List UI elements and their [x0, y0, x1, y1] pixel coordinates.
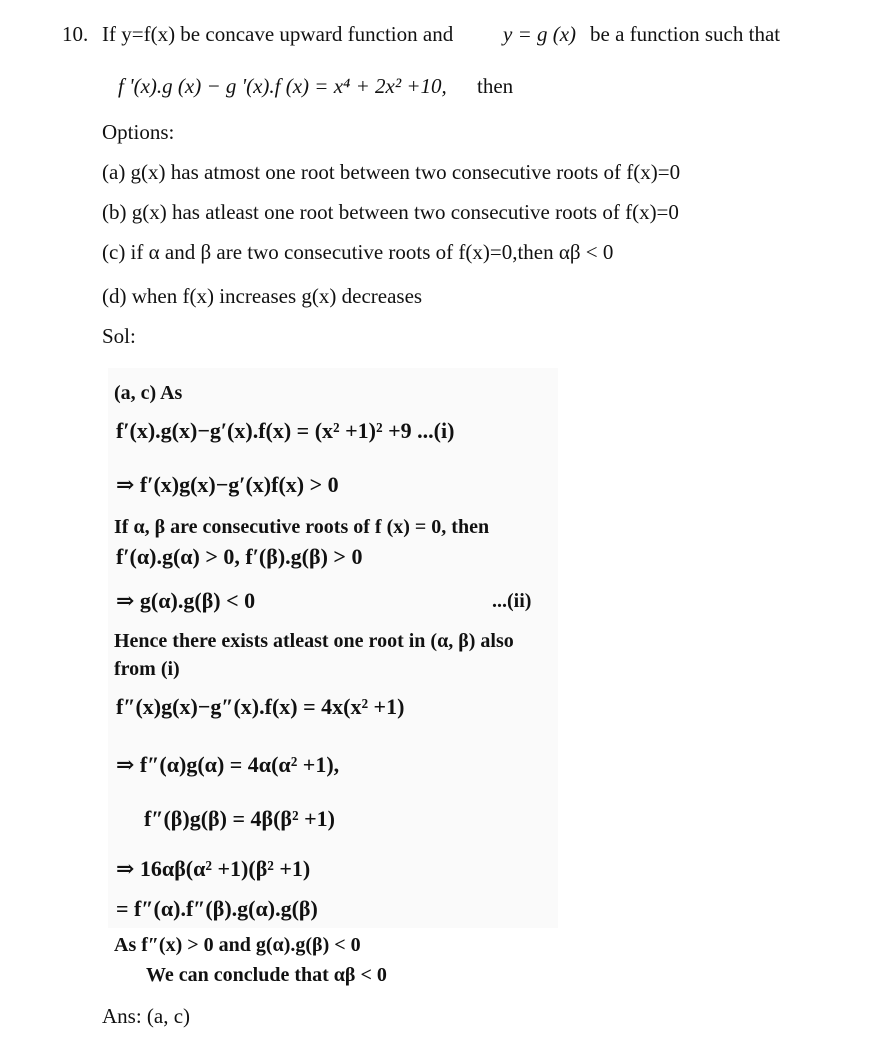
solution-line-2: f′(x).g(x)−g′(x).f(x) = (x² +1)² +9 ...(i)	[116, 418, 455, 443]
question-stem: If y=f(x) be concave upward function and	[102, 22, 454, 46]
option-a: (a) g(x) has atmost one root between two consecutive roots of f(x)=0	[102, 160, 681, 184]
solution-line-9: f″(x)g(x)−g″(x).f(x) = 4x(x² +1)	[116, 694, 405, 719]
solution-line-15: We can conclude that αβ < 0	[146, 964, 387, 986]
solution-line-14: As f″(x) > 0 and g(α).g(β) < 0	[114, 934, 361, 956]
option-c: (c) if α and β are two consecutive roots of f(x)=0,then αβ < 0	[102, 240, 614, 264]
solution-line-13: = f″(α).f″(β).g(α).g(β)	[116, 896, 318, 921]
question-stem-math: y = g (x)	[503, 22, 577, 46]
solution-line-3: ⇒ f′(x)g(x)−g′(x)f(x) > 0	[116, 472, 339, 497]
solution-line-7: Hence there exists atleast one root in (α, β) also	[114, 630, 514, 652]
solution-line-11: f″(β)g(β) = 4β(β² +1)	[144, 806, 335, 831]
question-condition-tail: then	[477, 74, 514, 98]
question-number: 10.	[62, 22, 89, 46]
options-heading: Options:	[102, 120, 175, 144]
solution-line-8: from (i)	[114, 658, 180, 680]
solution-line-1: (a, c) As	[114, 382, 183, 404]
solution-line-4: If α, β are consecutive roots of f (x) = 0, then	[114, 516, 490, 538]
sol-label: Sol:	[102, 324, 136, 348]
answer: Ans: (a, c)	[102, 1004, 191, 1028]
question-condition: f '(x).g (x) − g '(x).f (x) = x⁴ + 2x² +10,	[118, 74, 447, 98]
solution-line-6: ⇒ g(α).g(β) < 0	[116, 588, 256, 613]
solution-line-10: ⇒ f″(α)g(α) = 4α(α² +1),	[116, 752, 340, 777]
option-d: (d) when f(x) increases g(x) decreases	[102, 284, 423, 308]
solution-line-5: f′(α).g(α) > 0, f′(β).g(β) > 0	[116, 544, 363, 569]
solution-line-12: ⇒ 16αβ(α² +1)(β² +1)	[116, 856, 311, 881]
option-b: (b) g(x) has atleast one root between two consecutive roots of f(x)=0	[102, 200, 679, 224]
question-stem-tail: be a function such that	[590, 22, 781, 46]
solution-ref-ii: ...(ii)	[492, 590, 532, 612]
